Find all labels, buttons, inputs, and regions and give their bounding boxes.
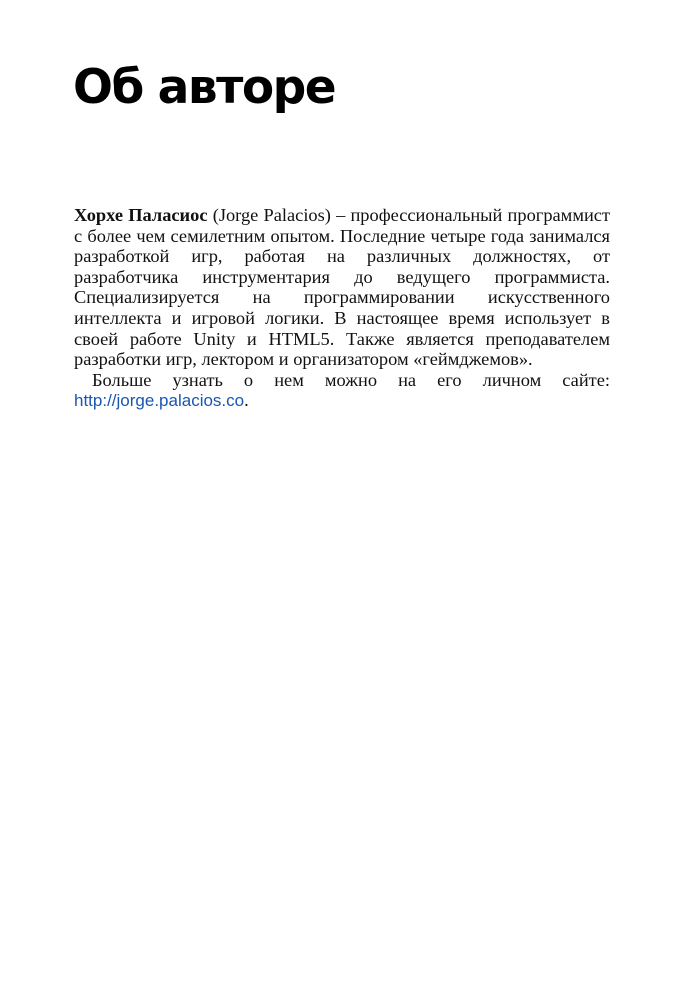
- paragraph-bio: [74, 205, 610, 370]
- paragraph-website: [74, 370, 610, 412]
- bio-text: (Jorge Palacios) – профессиональный программист с более чем семилетним опытом. Последние четыре года занимался разработкой игр, работая на различных должностях, от разработчика инструментария до ведущего программиста. Специализируется на программировании искусственного интеллекта и игровой логики. В настоящее время использует в своей работе Unity и HTML5. Также является преподавателем разработки игр, лектором и организатором «геймджемов».: [74, 205, 610, 370]
- website-tail-text: .: [244, 390, 249, 411]
- author-name: Хорхе Паласиос: [74, 205, 208, 225]
- page-title: Об авторе: [73, 60, 336, 115]
- about-author-text: [74, 205, 610, 412]
- website-lead-text: Больше узнать о нем можно на его личном сайте:: [92, 369, 610, 390]
- website-link[interactable]: http://jorge.palacios.co: [74, 391, 245, 411]
